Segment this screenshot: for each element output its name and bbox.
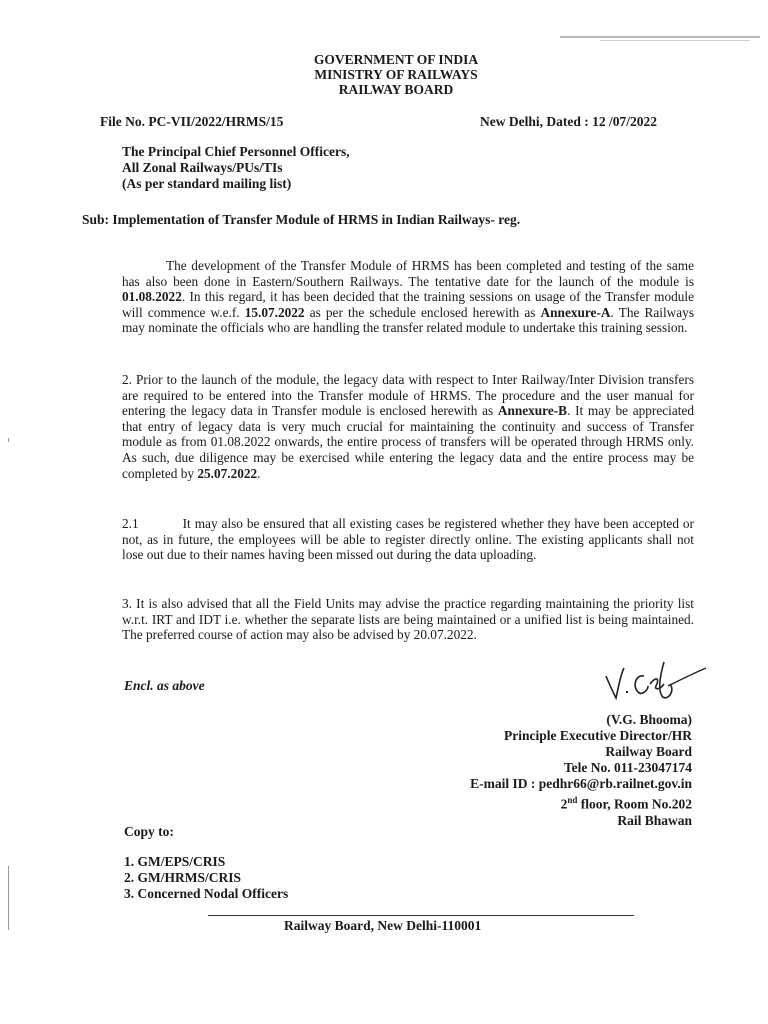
- date-line: New Delhi, Dated : 12 /07/2022: [480, 114, 657, 129]
- paragraph-2-1: 2.1 It may also be ensured that all existing cases be registered whether they have been accepted or not, as in future, the employees will be able to register directly online. The existing applicants shall not lose out due to their names having been missed out during the data uploading.: [122, 516, 694, 563]
- copy-list-item: 1. GM/EPS/CRIS: [124, 854, 226, 869]
- scan-artifact: [600, 40, 750, 41]
- signatory-designation: Principle Executive Director/HR: [504, 728, 692, 743]
- paragraph-3: 3. It is also advised that all the Field Units may advise the practice regarding maintaining the priority list w.r.t. IRT and IDT i.e. whether the separate lists are being maintained or a unified list is being maintained. The preferred course of action may also be advised by 20.07.2022.: [122, 596, 694, 643]
- signatory-building: Rail Bhawan: [617, 812, 692, 828]
- copy-list: [124, 854, 288, 902]
- addressee-line: All Zonal Railways/PUs/TIs: [122, 160, 283, 175]
- signatory-room: 2nd floor, Room No.202: [560, 795, 692, 812]
- scan-artifact: [8, 438, 9, 442]
- header-line: RAILWAY BOARD: [338, 82, 454, 97]
- signatory-block: [470, 712, 692, 829]
- copy-list-item: 2. GM/HRMS/CRIS: [124, 870, 242, 885]
- copy-list-item: 3. Concerned Nodal Officers: [124, 886, 289, 901]
- letterhead: [0, 52, 768, 97]
- signatory-office: Railway Board: [605, 744, 692, 759]
- header-line: GOVERNMENT OF INDIA: [313, 52, 479, 67]
- scan-artifact: [8, 866, 9, 930]
- file-number: File No. PC-VII/2022/HRMS/15: [100, 114, 284, 129]
- header-line: MINISTRY OF RAILWAYS: [314, 67, 478, 82]
- footer-divider: [208, 915, 634, 916]
- addressee-block: [122, 144, 350, 192]
- footer-address: Railway Board, New Delhi-110001: [284, 918, 482, 933]
- copy-to-label: Copy to:: [124, 824, 174, 839]
- addressee-line: The Principal Chief Personnel Officers,: [122, 144, 350, 159]
- signatory-email: E-mail ID : pedhr66@rb.railnet.gov.in: [470, 776, 692, 791]
- scan-artifact: [560, 36, 760, 38]
- enclosure-note: Encl. as above: [124, 678, 205, 693]
- paragraph-1: The development of the Transfer Module of HRMS has been completed and testing of the same has also been done in Eastern/Southern Railways. The tentative date for the launch of the module is 01.08.2022. In this regard, it has been decided that the training sessions on usage of the Transfer module will commence w.e.f. 15.07.2022 as per the schedule enclosed herewith as Annexure-A. The Railways may nominate the officials who are handling the transfer related module to undertake this training session.: [122, 258, 694, 336]
- paragraph-2: 2. Prior to the launch of the module, the legacy data with respect to Inter Railway/Inter Division transfers are required to be entered into the Transfer module of HRMS. The procedure and the user manual for entering the legacy data in Transfer module is enclosed herewith as Annexure-B. It may be appreciated that entry of legacy data is very much crucial for maintaining the continuity and success of Transfer module as from 01.08.2022 onwards, the entire process of transfers will be operated through HRMS only. As such, due diligence may be exercised while entering the legacy data and the entire process may be completed by 25.07.2022.: [122, 372, 694, 481]
- subject-line: Sub: Implementation of Transfer Module of HRMS in Indian Railways- reg.: [82, 212, 521, 227]
- addressee-line: (As per standard mailing list): [122, 176, 292, 191]
- signatory-tele: Tele No. 011-23047174: [563, 760, 692, 775]
- signature-image: [600, 656, 710, 704]
- signatory-name: (V.G. Bhooma): [606, 712, 692, 727]
